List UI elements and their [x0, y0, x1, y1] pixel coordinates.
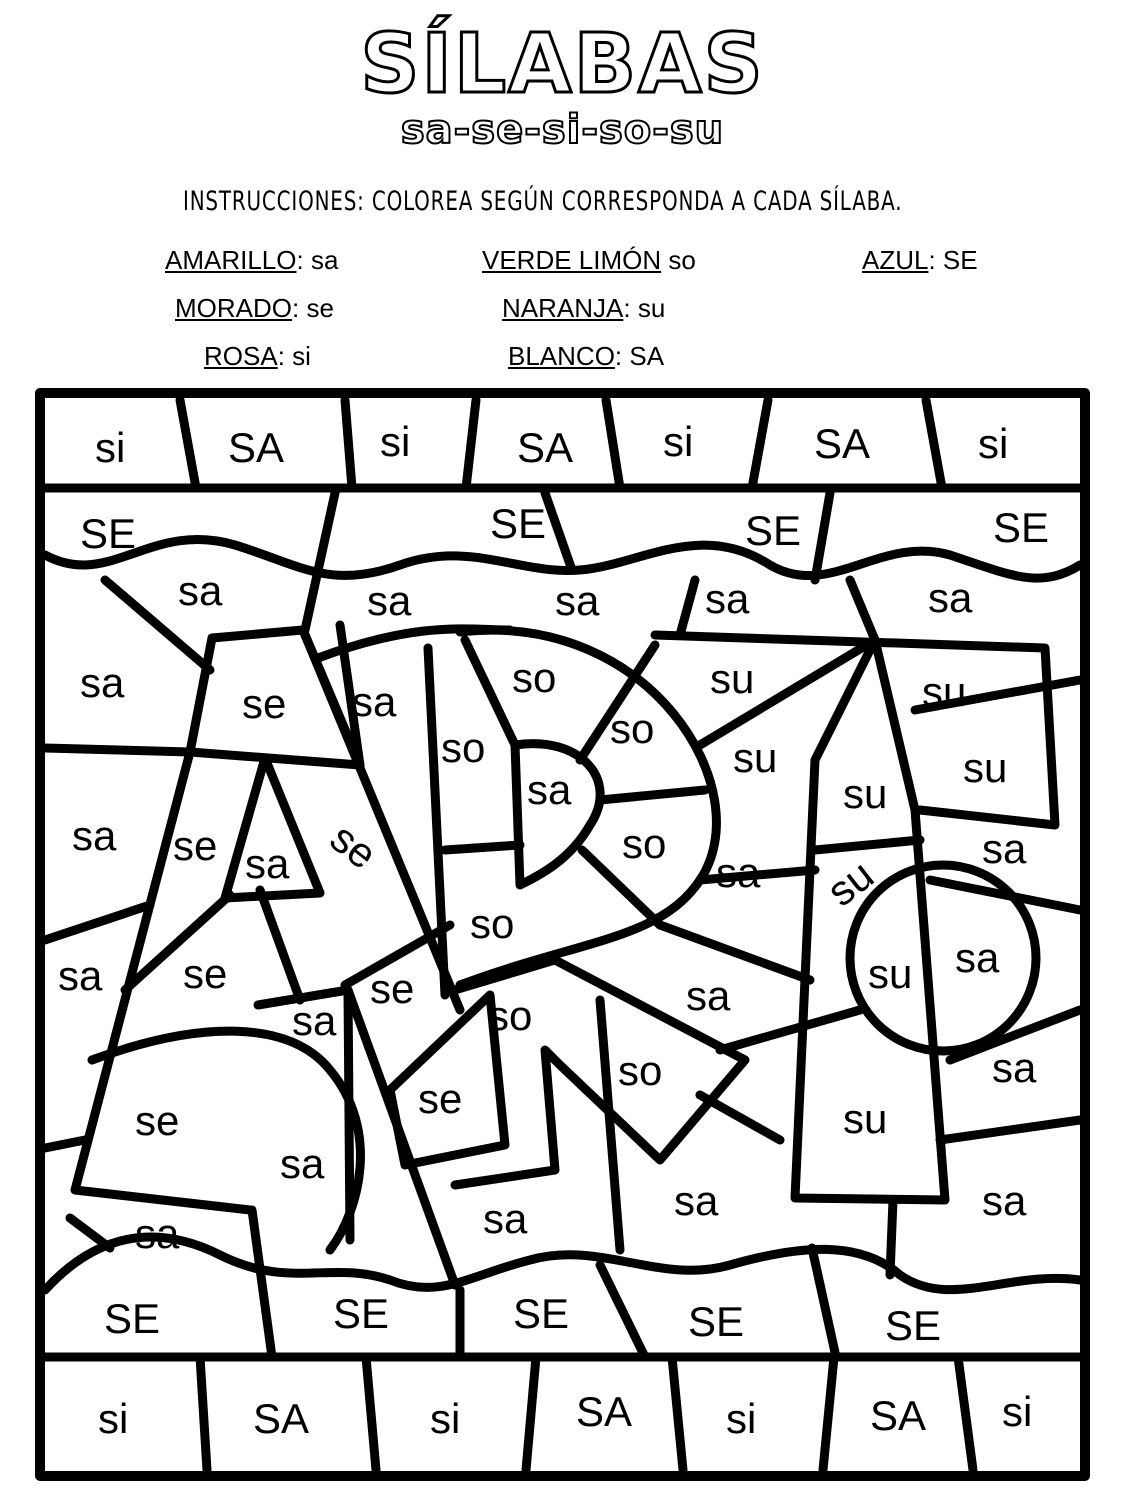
legend-syllable: si — [292, 341, 311, 371]
cell-label: sa — [280, 1140, 325, 1187]
top-band-label: si — [95, 424, 126, 471]
legend-color: AZUL — [862, 245, 929, 275]
wave-label: SE — [104, 1295, 161, 1342]
page-title: SÍLABAS — [360, 17, 765, 112]
legend-item-amarillo: AMARILLO: sa — [165, 245, 339, 275]
cell-label: sa — [555, 577, 600, 624]
cell-label: su — [733, 734, 778, 781]
legend-item-naranja: NARANJA: su — [502, 293, 666, 323]
legend-item-rosa: ROSA: si — [204, 341, 311, 371]
legend-item-azul: AZUL: SE — [862, 245, 978, 275]
cell-label: su — [843, 770, 888, 817]
instructions-text: INSTRUCCIONES: COLOREA SEGÚN CORRESPONDA A CADA SÍLABA. — [183, 186, 903, 217]
cell-label: sa — [982, 1177, 1027, 1224]
legend-color: MORADO — [175, 293, 292, 323]
cell-label: sa — [72, 812, 117, 859]
bottom-band-label: SA — [870, 1392, 927, 1439]
bottom-band-label: si — [430, 1395, 461, 1442]
cell-label: sa — [367, 577, 412, 624]
top-band-label: si — [978, 420, 1009, 467]
bottom-wave — [45, 1237, 1080, 1290]
cell-label: su — [818, 850, 883, 916]
wave-label: SE — [745, 507, 802, 554]
legend-color: AMARILLO — [165, 245, 297, 275]
legend-syllable: sa — [310, 245, 339, 275]
cell-label: se — [173, 822, 218, 869]
cell-label: so — [622, 820, 667, 867]
letter-d-inner — [515, 744, 600, 885]
cell-label: sa — [705, 575, 750, 622]
bottom-band-label: si — [1002, 1388, 1033, 1435]
cell-label: so — [441, 724, 486, 771]
cell-label: sa — [58, 952, 103, 999]
top-band-label: SA — [228, 424, 285, 471]
cell-label: sa — [716, 849, 761, 896]
cell-label: sa — [955, 934, 1000, 981]
cell-label: su — [963, 744, 1008, 791]
cell-label: sa — [292, 997, 337, 1044]
cell-label: sa — [982, 825, 1027, 872]
legend-syllable: su — [637, 293, 666, 323]
cell-label: se — [370, 965, 415, 1012]
cell-label: se — [242, 680, 287, 727]
wave-label: SE — [513, 1290, 570, 1337]
cell-label: so — [488, 992, 533, 1039]
top-band-label: SA — [517, 424, 574, 471]
cell-label: sa — [135, 1210, 180, 1257]
bottom-band-label: si — [98, 1395, 129, 1442]
wave-label: SE — [993, 504, 1050, 551]
legend-syllable: SA — [629, 341, 665, 371]
cell-label: sa — [352, 678, 397, 725]
legend-color: VERDE LIMÓN — [482, 245, 662, 275]
bottom-band-label: si — [726, 1395, 757, 1442]
wave-label: SE — [885, 1302, 942, 1349]
cell-label: sa — [992, 1044, 1037, 1091]
cell-label: se — [135, 1097, 180, 1144]
bottom-band-label: SA — [576, 1388, 633, 1435]
cell-label: sa — [686, 972, 731, 1019]
legend-syllable: SE — [942, 245, 978, 275]
top-band-label: si — [663, 418, 694, 465]
legend-color: BLANCO — [508, 341, 615, 371]
cell-label: sa — [245, 840, 290, 887]
legend-item-morado: MORADO: se — [175, 293, 334, 323]
cell-label: sa — [527, 766, 572, 813]
cell-label: su — [710, 655, 755, 702]
legend-color: ROSA — [204, 341, 278, 371]
top-band-label: si — [380, 418, 411, 465]
top-band-label: SA — [814, 420, 871, 467]
legend-syllable: se — [306, 293, 334, 323]
page-subtitle: sa-se-si-so-su — [400, 107, 725, 153]
cell-label: so — [610, 705, 655, 752]
cell-label: so — [618, 1047, 663, 1094]
cell-label: se — [418, 1075, 463, 1122]
wave-label: SE — [333, 1290, 390, 1337]
cell-label: sa — [80, 659, 125, 706]
cell-label: se — [183, 950, 228, 997]
bottom-band-label: SA — [253, 1395, 310, 1442]
cell-label: so — [512, 654, 557, 701]
legend-syllable: so — [668, 245, 696, 275]
cell-label: sa — [928, 574, 973, 621]
cell-label: so — [470, 900, 515, 947]
cell-label: se — [321, 813, 386, 879]
wave-label: SE — [80, 510, 137, 557]
cell-label: sa — [178, 567, 223, 614]
legend-item-blanco: BLANCO: SA — [508, 341, 665, 371]
wave-label: SE — [688, 1298, 745, 1345]
cell-label: su — [922, 668, 967, 715]
wave-label: SE — [490, 500, 547, 547]
cell-label: su — [843, 1095, 888, 1142]
cell-label: su — [868, 950, 913, 997]
cell-label: sa — [483, 1195, 528, 1242]
cell-label: sa — [674, 1177, 719, 1224]
legend-color: NARANJA — [502, 293, 624, 323]
